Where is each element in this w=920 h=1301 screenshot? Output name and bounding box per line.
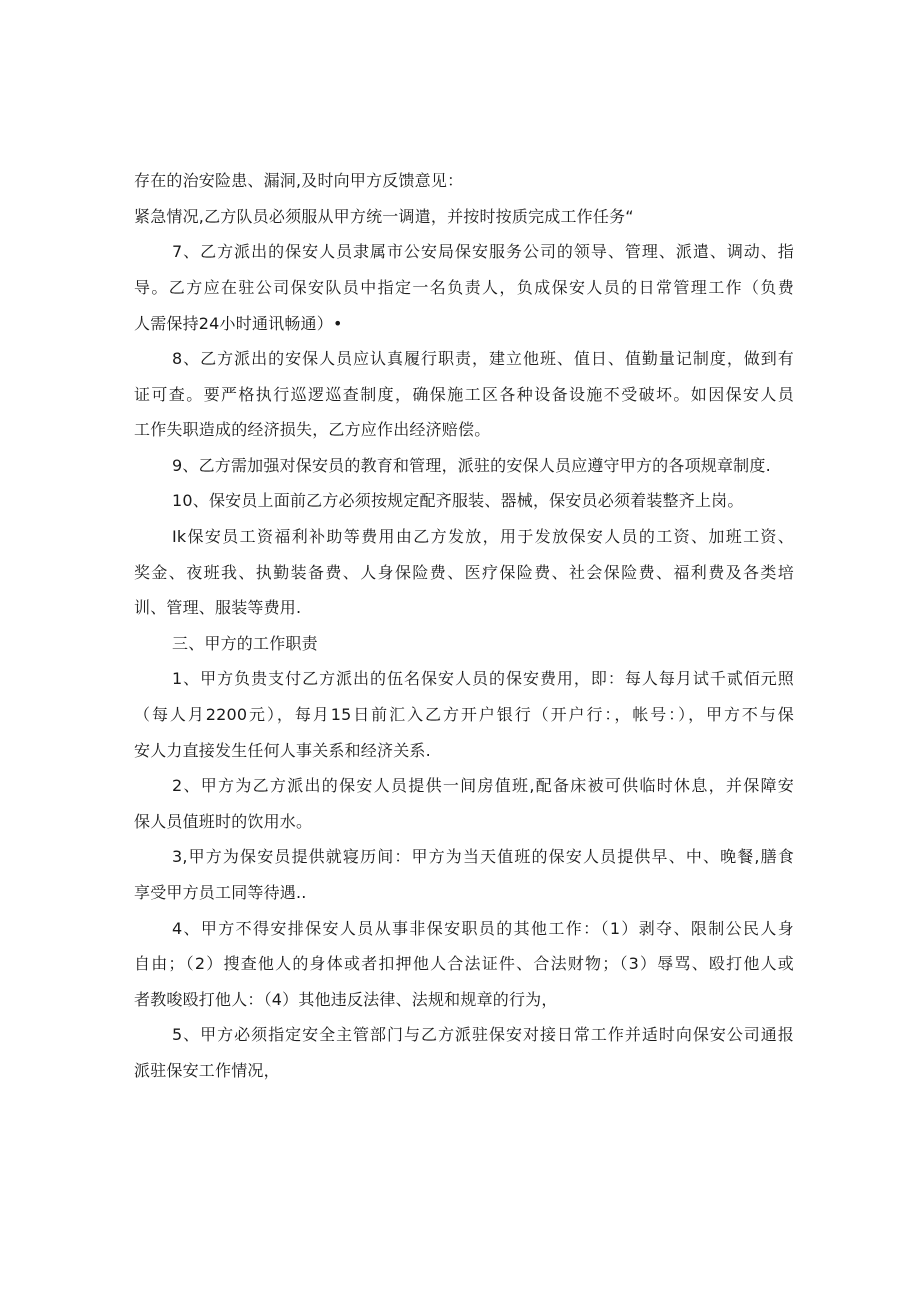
- text-line: 证可查。要严格执行巡逻巡查制度，确保施工区各种设备设施不受破坏。如因保安人员: [134, 385, 794, 404]
- clause-3-line: 3,甲方为保安员提供就寝历间：甲方为当天值班的保安人员提供早、中、晚餐,膳食: [172, 847, 794, 866]
- text-line: 紧急情况,乙方队员必须服从甲方统一调遣，并按时按质完成工作任务“: [134, 207, 634, 226]
- text-line: 奖金、夜班我、执勤装备费、人身保险费、医疗保险费、社会保险费、福利费及各类培: [134, 563, 794, 582]
- clause-4-line: 4、甲方不得安排保安人员从事非保安职员的其他工作：（1）剥夺、限制公民人身: [172, 919, 794, 938]
- text-line: 存在的治安险患、漏洞,及时向甲方反馈意见：: [134, 171, 464, 190]
- text-line: 安人力直接发生任何人事关系和经济关系.: [134, 741, 431, 760]
- clause-9-line: 9、乙方需加强对保安员的教育和管理，派驻的安保人员应遵守甲方的各项规章制度.: [172, 456, 771, 475]
- clause-1-line: 1、甲方负贵支付乙方派出的伍名保安人员的保安费用，即：每人每月试千贰佰元照: [172, 669, 794, 688]
- clause-11-line: Ik保安员工资福利补助等费用由乙方发放，用于发放保安人员的工资、加班工资、: [172, 527, 794, 546]
- text-line: 者教唆殴打他人：（4）其他违反法律、法规和规章的行为，: [134, 990, 558, 1009]
- section-heading: 三、甲方的工作职责: [172, 634, 318, 653]
- text-line: 导。乙方应在驻公司保安队员中指定一名负责人，负成保安人员的日常管理工作（负费: [134, 278, 794, 297]
- clause-10-line: 10、保安员上面前乙方必须按规定配齐服装、器械，保安员必须着装整齐上岗。: [172, 491, 744, 510]
- text-line: 派驻保安工作情况，: [134, 1061, 280, 1080]
- clause-5-line: 5、甲方必须指定安全主管部门与乙方派驻保安对接日常工作并适时向保安公司通报: [172, 1025, 794, 1044]
- clause-2-line: 2、甲方为乙方派出的保安人员提供一间房值班,配备床被可供临时休息，并保障安: [172, 776, 794, 795]
- text-line: 享受甲方员工同等待遇..: [134, 883, 307, 902]
- text-line: 保人员值班时的饮用水。: [134, 812, 313, 831]
- text-line: 人需保持24小时通讯畅通）•: [134, 314, 343, 333]
- clause-7-line: 7、乙方派出的保安人员隶属市公安局保安服务公司的领导、管理、派遣、调动、指: [172, 242, 794, 261]
- text-line: （每人月2200元），每月15日前汇入乙方开户银行（开户行：，帐号：），甲方不与保: [134, 705, 794, 724]
- clause-8-line: 8、乙方派出的安保人员应认真履行职责，建立他班、值日、值勤量记制度，做到有: [172, 349, 794, 368]
- text-line: 训、管理、服装等费用.: [134, 598, 302, 617]
- text-line: 自由；（2）搜查他人的身体或者扣押他人合法证件、合法财物；（3）辱骂、殴打他人或: [134, 954, 794, 973]
- text-line: 工作失职造成的经济损失，乙方应作出经济赔偿。: [134, 420, 491, 439]
